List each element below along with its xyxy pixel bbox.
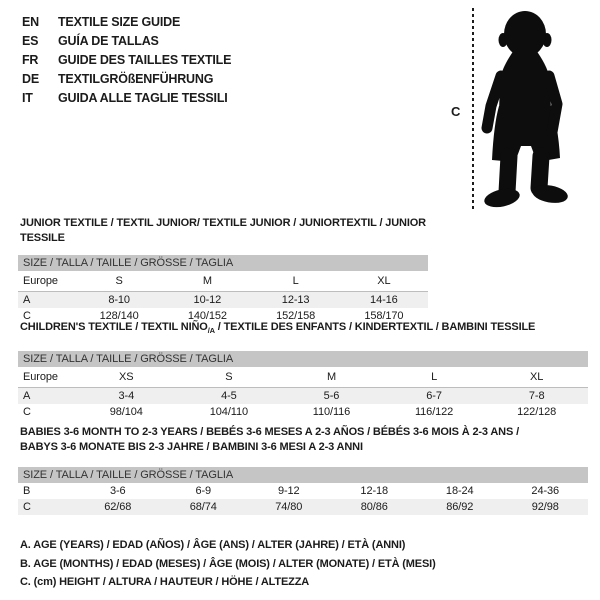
- section-title-line: JUNIOR TEXTILE / TEXTIL JUNIOR/ TEXTILE JUNIOR / JUNIORTEXTIL / JUNIOR TESSILE: [20, 217, 426, 244]
- row-label: Europe: [23, 371, 58, 384]
- table-cell: 140/152: [187, 310, 227, 322]
- height-measure-label: C: [451, 104, 461, 119]
- table-cell: 3-4: [118, 390, 135, 403]
- table-cell: 10-12: [193, 294, 222, 306]
- lang-row-en: [22, 13, 231, 32]
- table-cell: L: [431, 371, 438, 384]
- lang-row-es: [22, 32, 231, 51]
- height-measure-dashed-line: [472, 8, 474, 210]
- table-cell: 92/98: [531, 501, 559, 513]
- table-cell: 3-6: [109, 485, 126, 497]
- row-label: C: [23, 501, 31, 513]
- table-cell: 12-18: [360, 485, 389, 497]
- language-title-list: [22, 13, 231, 108]
- size-header-bar: SIZE / TALLA / TAILLE / GRÖSSE / TAGLIA: [18, 255, 428, 271]
- table-cell: M: [326, 371, 337, 384]
- table-cell: XL: [377, 275, 391, 287]
- section-title-line: BABYS 3-6 MONATE BIS 2-3 JAHRE / BAMBINI 3-6 MESI A 2-3 ANNI: [20, 441, 363, 453]
- table-cell: 18-24: [445, 485, 474, 497]
- table-cell: 104/110: [209, 406, 249, 419]
- table-cell: L: [292, 275, 299, 287]
- table-cell: 4-5: [221, 390, 237, 403]
- lang-code: FR: [22, 53, 39, 67]
- table-rows: [18, 483, 588, 515]
- table-rows: [18, 367, 588, 420]
- table-cell: 62/68: [104, 501, 132, 513]
- footnote-b: B. AGE (MONTHS) / EDAD (MESES) / ÂGE (MOIS) / ALTER (MONATE) / ETÀ (MESI): [20, 557, 436, 570]
- size-header-bar: SIZE / TALLA / TAILLE / GRÖSSE / TAGLIA: [18, 467, 588, 483]
- title-text: /A: [207, 326, 215, 336]
- lang-code: EN: [22, 15, 39, 29]
- size-table: [18, 467, 588, 515]
- section-title: [18, 216, 428, 246]
- table-cell: 6-9: [195, 485, 212, 497]
- table-cell: 24-36: [531, 485, 560, 497]
- lang-row-fr: [22, 51, 231, 70]
- table-cell: 116/122: [414, 406, 454, 419]
- toddler-silhouette: [480, 10, 572, 212]
- table-cell: 122/128: [517, 406, 557, 419]
- row-label: Europe: [23, 275, 58, 287]
- table-cell: 7-8: [528, 390, 545, 403]
- lang-row-it: [22, 89, 231, 108]
- size-table: [18, 351, 588, 420]
- section-babies-textile: [18, 425, 588, 515]
- table-cell: 110/116: [312, 406, 351, 419]
- table-cell: 9-12: [277, 485, 300, 497]
- row-label: A: [23, 294, 31, 306]
- lang-title: GUIDA ALLE TAGLIE TESSILI: [58, 91, 228, 105]
- section-title-line: [20, 320, 588, 338]
- table-row-a: [18, 388, 588, 404]
- title-text: / TEXTILE DES ENFANTS / KINDERTEXTIL / BAMBINI TESSILE: [214, 321, 536, 333]
- footnotes: [20, 536, 436, 592]
- section-title: [18, 425, 588, 455]
- table-row-europe: [18, 271, 428, 292]
- table-cell: S: [225, 371, 233, 384]
- lang-title: GUIDE DES TAILLES TEXTILE: [58, 53, 232, 67]
- table-cell: XL: [530, 371, 544, 384]
- table-cell: M: [202, 275, 212, 287]
- lang-code: DE: [22, 72, 39, 86]
- lang-row-de: [22, 70, 231, 89]
- title-text: CHILDREN'S TEXTILE / TEXTIL NIÑO: [20, 321, 208, 333]
- table-cell: 74/80: [275, 501, 303, 513]
- row-label: A: [23, 390, 31, 403]
- size-table: [18, 255, 428, 324]
- lang-title: GUÍA DE TALLAS: [58, 34, 159, 48]
- table-cell: 86/92: [446, 501, 474, 513]
- row-label: C: [23, 310, 31, 322]
- table-row-b: [18, 483, 588, 499]
- footnote-c: C. (cm) HEIGHT / ALTURA / HAUTEUR / HÖHE / ALTEZZA: [20, 576, 310, 588]
- table-row-europe: [18, 367, 588, 388]
- lang-title: TEXTILE SIZE GUIDE: [58, 15, 181, 29]
- footnote-a: A. AGE (YEARS) / EDAD (AÑOS) / ÂGE (ANS) / ALTER (JAHRE) / ETÀ (ANNI): [20, 539, 406, 551]
- table-cell: 8-10: [108, 294, 130, 306]
- section-title: [18, 320, 588, 338]
- row-label: B: [23, 485, 31, 497]
- lang-title: TEXTILGRÖßENFÜHRUNG: [58, 72, 214, 86]
- table-cell: 5-6: [323, 390, 340, 403]
- section-junior-textile: [18, 216, 428, 324]
- table-cell: S: [115, 275, 123, 287]
- table-row-c: [18, 404, 588, 420]
- table-cell: 6-7: [426, 390, 442, 403]
- lang-code: IT: [22, 91, 33, 105]
- size-header-bar: SIZE / TALLA / TAILLE / GRÖSSE / TAGLIA: [18, 351, 588, 367]
- section-children-textile: [18, 320, 588, 420]
- table-cell: 12-13: [281, 294, 310, 306]
- table-cell: 128/140: [99, 310, 139, 322]
- table-cell: 98/104: [109, 406, 143, 419]
- table-cell: 158/170: [364, 310, 404, 322]
- lang-code: ES: [22, 34, 39, 48]
- table-cell: 152/158: [276, 310, 316, 322]
- table-cell: XS: [119, 371, 134, 384]
- table-cell: 80/86: [360, 501, 388, 513]
- table-row-c: [18, 499, 588, 515]
- row-label: C: [23, 406, 31, 419]
- table-cell: 14-16: [370, 294, 398, 306]
- table-row-a: [18, 292, 428, 308]
- table-rows: [18, 271, 428, 324]
- section-title-line: BABIES 3-6 MONTH TO 2-3 YEARS / BEBÉS 3-6 MESES A 2-3 AÑOS / BÉBÉS 3-6 MOIS À 2-3 ANS /: [20, 426, 519, 438]
- table-cell: 68/74: [189, 501, 217, 513]
